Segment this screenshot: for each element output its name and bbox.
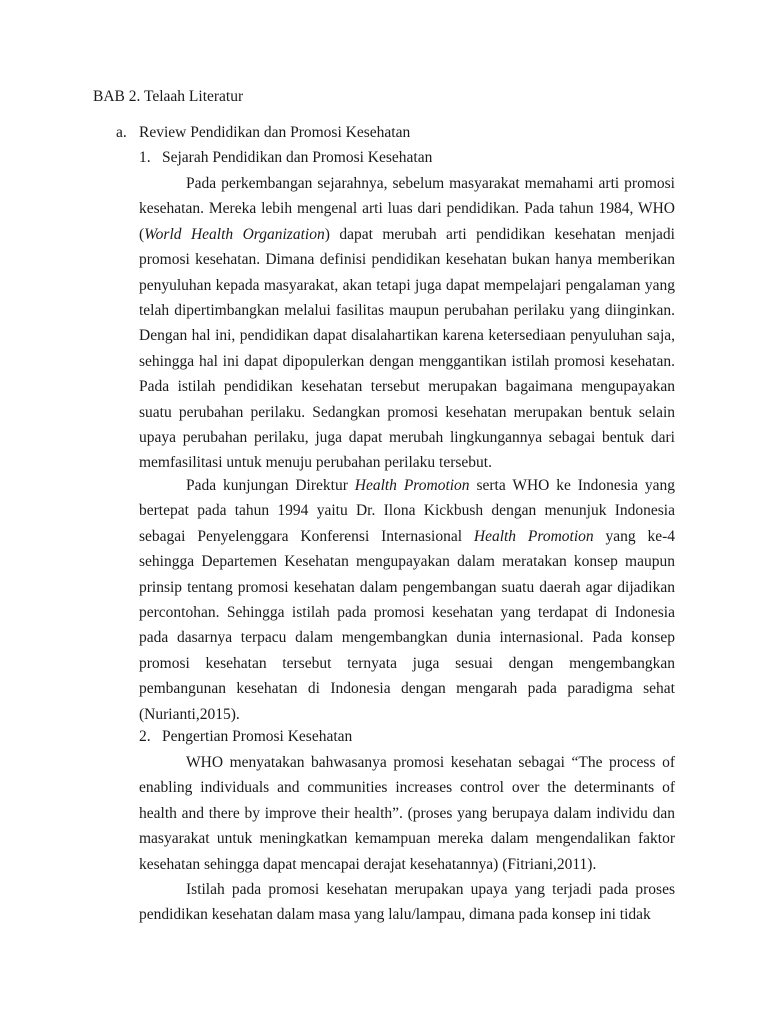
p4-text: Istilah pada promosi kesehatan merupakan upaya yang terjadi pada proses pendidikan kesehatan dalam masa yang lalu/lampau, dimana pada konsep ini tidak (139, 881, 675, 924)
p2-text-2: serta WHO ke Indonesia yang bertepat pada tahun 1994 yaitu Dr. Ilona Kickbush dengan menunjuk Indonesia sebagai Penyelenggara Konferensi Internasional (139, 477, 676, 545)
p1-text-1: Pada perkembangan sejarahnya, sebelum masyarakat memahami arti promosi kesehatan. Mereka lebih mengenal arti luas dari pendidikan. Pada tahun 1984, WHO ( (139, 175, 675, 243)
subsection-1-title: Sejarah Pendidikan dan Promosi Kesehatan (162, 149, 433, 166)
subsection-2-title: Pengertian Promosi Kesehatan (162, 728, 353, 745)
p1-italic-who: World Health Organization (144, 225, 325, 243)
section-a-marker: a. (116, 124, 127, 141)
paragraph-pengertian-1 (139, 750, 675, 877)
p1-text-2: ) dapat merubah arti pendidikan kesehatan menjadi promosi kesehatan. Dimana definisi pendidikan kesehatan bukan hanya memberikan penyuluhan kepada masyarakat, akan tetapi juga dapat mempelajari pengalaman yang telah dipertimbangkan melalui fasilitas maupun perubahan perilaku yang diinginkan. Dengan hal ini, pendidikan dapat disalahartikan karena ketersediaan penyuluhan saja, sehingga hal ini dapat dipopulerkan dengan menggantikan istilah promosi kesehatan. Pada istilah pendidikan kesehatan tersebut merupakan bagaimana mengupayakan suatu perubahan perilaku. Sedangkan promosi kesehatan merupakan bentuk selain upaya perubahan perilaku, juga dapat merubah lingkungannya sebagai bentuk dari memfasilitasi untuk menuju perubahan perilaku tersebut. (139, 225, 675, 472)
p2-text-1: Pada kunjungan Direktur (186, 477, 355, 494)
p2-italic-health-promotion-1: Health Promotion (354, 477, 470, 494)
chapter-title (93, 86, 243, 108)
p3-text: WHO menyatakan bahwasanya promosi kesehatan sebagai “The process of enabling individuals and communities increases control over the determinants of health and there by improve their health”. (proses yang berupaya dalam individu dan masyarakat untuk meningkatkan kemampuan mereka dalam mengendalikan faktor kesehatan sehingga dapat mencapai derajat kesehatannya) (Fitriani,2011). (139, 754, 675, 873)
p2-italic-health-promotion-2: Health Promotion (473, 527, 594, 545)
section-a-title: Review Pendidikan dan Promosi Kesehatan (139, 124, 411, 141)
section-a-heading (116, 122, 410, 144)
chapter-title-text: BAB 2. Telaah Literatur (93, 88, 244, 105)
subsection-2-marker: 2. (139, 728, 151, 745)
subsection-1-heading (139, 147, 432, 169)
subsection-1-marker: 1. (139, 149, 151, 166)
paragraph-sejarah-2 (139, 473, 675, 727)
subsection-2-heading (139, 726, 352, 748)
p2-text-3: yang ke-4 sehingga Departemen Kesehatan mengupayakan dalam meratakan konsep maupun prinsip tentang promosi kesehatan dalam pengembangan suatu daerah agar dijadikan percontohan. Sehingga istilah pada promosi kesehatan yang terdapat di Indonesia pada dasarnya terpacu dalam mengembangkan dunia internasional. Pada konsep promosi kesehatan tersebut ternyata juga sesuai dengan mengembangkan pembangunan kesehatan di Indonesia dengan mengarah pada paradigma sehat (Nurianti,2015). (139, 527, 675, 723)
paragraph-pengertian-2 (139, 877, 675, 928)
paragraph-sejarah-1 (139, 171, 675, 476)
